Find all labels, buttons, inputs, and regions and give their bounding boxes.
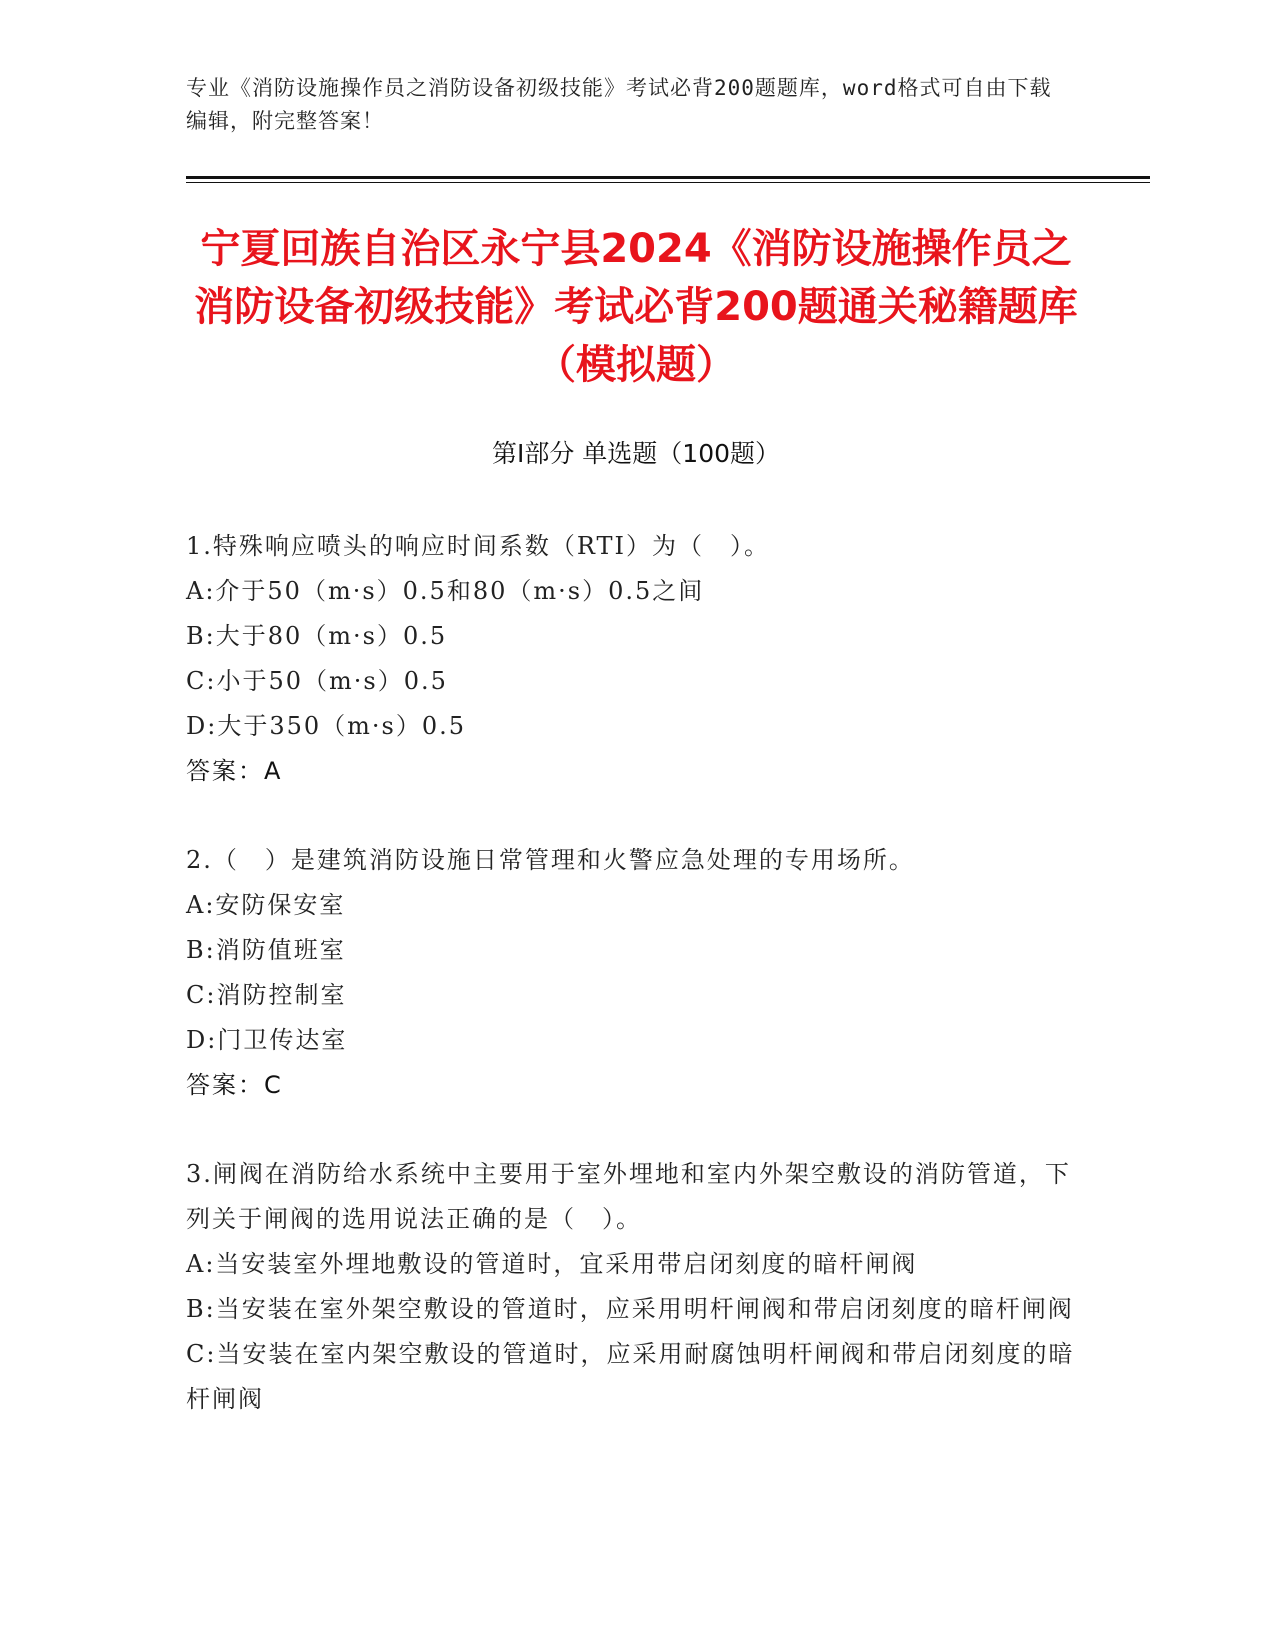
option-c: C:小于50（m·s）0.5 <box>186 667 448 695</box>
question-stem: 3.闸阀在消防给水系统中主要用于室外埋地和室内外架空敷设的消防管道，下列关于闸阀的选用说法正确的是（ ）。 <box>186 1160 1071 1233</box>
header-note: 专业《消防设施操作员之消防设备初级技能》考试必背200题题库，word格式可自由下载编辑，附完整答案！ <box>186 76 1052 133</box>
question-1 <box>186 524 1086 794</box>
answer-line <box>186 749 1086 794</box>
answer-value: C <box>264 1071 281 1099</box>
answer-label: 答案： <box>186 1071 264 1099</box>
header-rule-thin <box>186 182 1150 183</box>
answer-line <box>186 1063 1086 1108</box>
question-stem: 1.特殊响应喷头的响应时间系数（RTI）为（ ）。 <box>186 532 771 560</box>
question-stem: 2.（ ）是建筑消防设施日常管理和火警应急处理的专用场所。 <box>186 846 915 874</box>
option-b: B:大于80（m·s）0.5 <box>186 622 448 650</box>
option-b: B:消防值班室 <box>186 936 346 964</box>
question-2 <box>186 838 1086 1108</box>
option-d: D:大于350（m·s）0.5 <box>186 712 467 740</box>
section-heading: 第Ⅰ部分 单选题（100题） <box>491 439 781 468</box>
option-c: C:当安装在室内架空敷设的管道时，应采用耐腐蚀明杆闸阀和带启闭刻度的暗杆闸阀 <box>186 1340 1075 1413</box>
option-a: A:当安装室外埋地敷设的管道时，宜采用带启闭刻度的暗杆闸阀 <box>186 1250 918 1278</box>
option-c: C:消防控制室 <box>186 981 347 1009</box>
option-a: A:安防保安室 <box>186 891 346 919</box>
answer-value: A <box>264 757 281 785</box>
header-rule-thick <box>186 176 1150 179</box>
option-b: B:当安装在室外架空敷设的管道时，应采用明杆闸阀和带启闭刻度的暗杆闸阀 <box>186 1295 1074 1323</box>
document-title: 宁夏回族自治区永宁县2024《消防设施操作员之消防设备初级技能》考试必背200题通关秘籍题库（模拟题） <box>194 226 1078 388</box>
question-list <box>186 524 1086 1466</box>
question-3 <box>186 1152 1086 1422</box>
option-d: D:门卫传达室 <box>186 1026 348 1054</box>
answer-label: 答案： <box>186 757 264 785</box>
option-a: A:介于50（m·s）0.5和80（m·s）0.5之间 <box>186 577 705 605</box>
